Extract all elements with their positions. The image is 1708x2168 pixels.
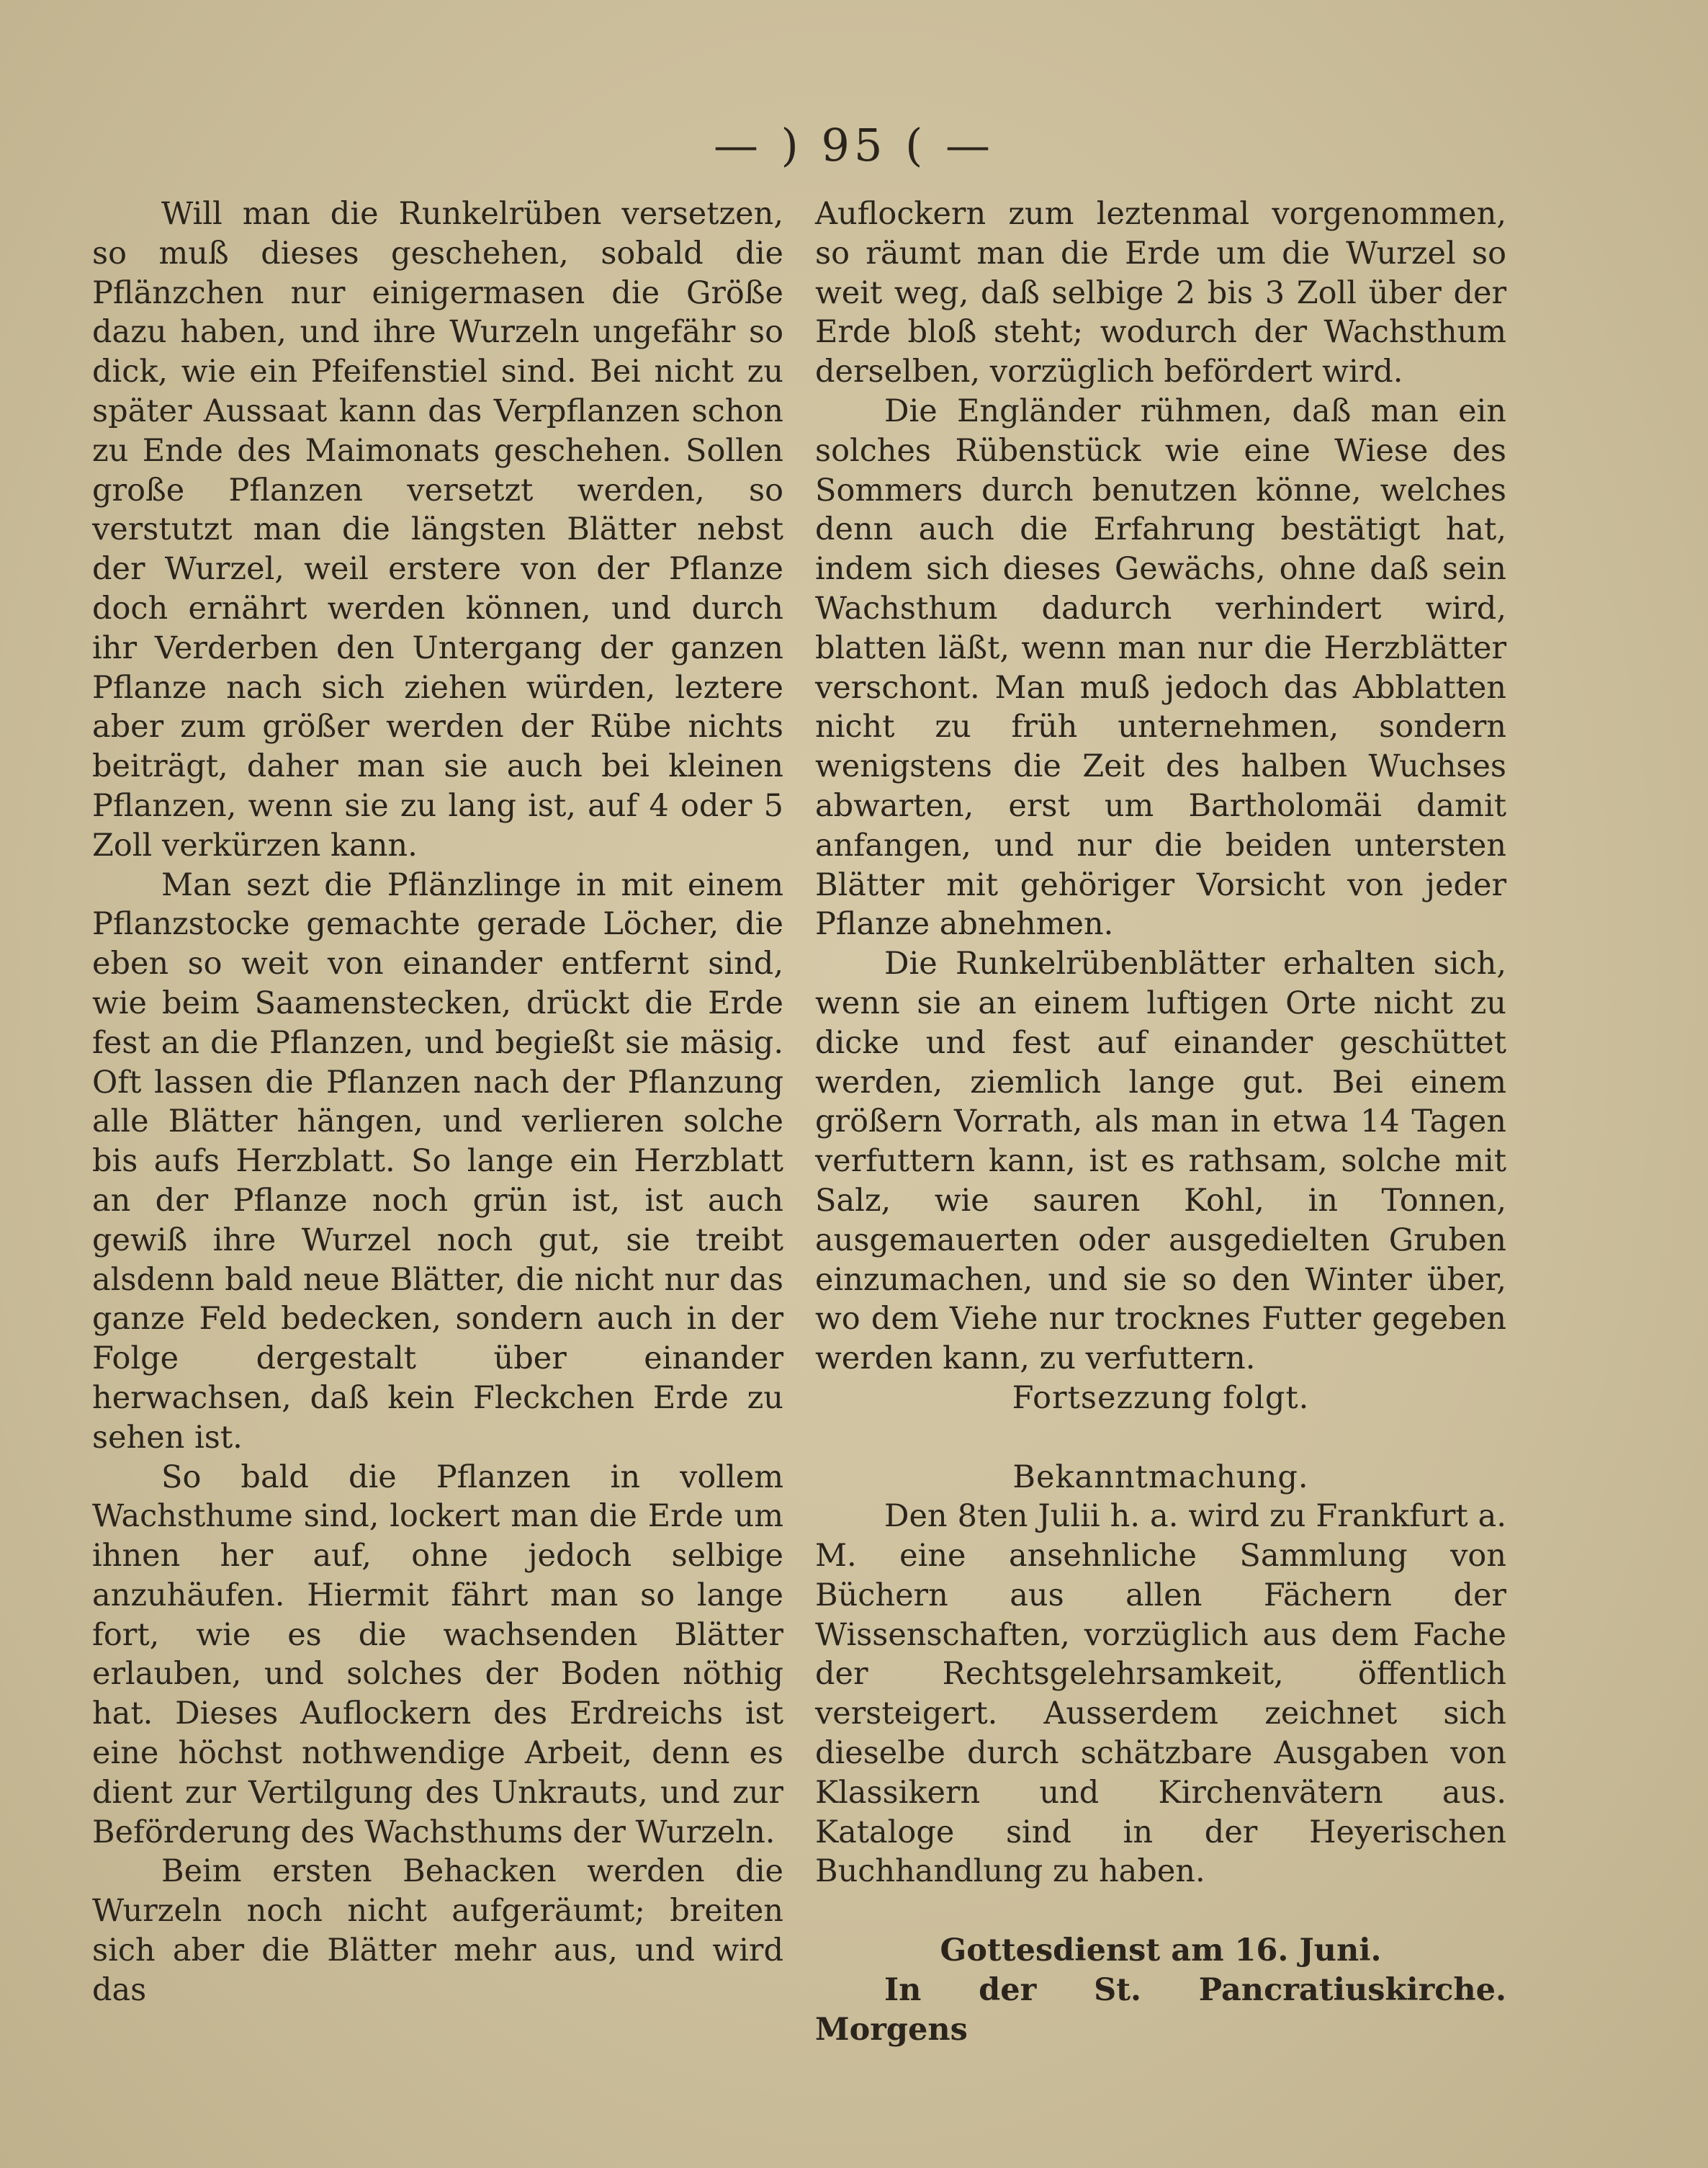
paragraph-english-practice: Die Engländer rühmen, daß man ein solches Rübenstück wie eine Wiese des Sommers durch benutzen könne, welches denn auch die Erfahrung bestätigt hat, indem sich dieses Gewächs, ohne daß sein Wachsthum dadurch verhindert wird, blatten läßt, wenn man nur die Herzblätter verschont. Man muß jedoch das Abblatten nicht zu früh unternehmen, sondern wenigstens die Zeit des halben Wuchses abwarten, erst um Bartholomäi damit anfangen, und nur die beiden untersten Blätter mit gehöriger Vorsicht von jeder Pflanze abnehmen.: [815, 393, 1506, 943]
paragraph-leaf-storage: Die Runkelrübenblätter erhalten sich, wenn sie an einem luftigen Orte nicht zu dicke und fest auf einander geschüttet werden, ziemlich lange gut. Bei einem größern Vorrath, als man in etwa 14 Tagen verfuttern kann, ist es rathsam, solche mit Salz, wie sauren Kohl, in Tonnen, ausgemauerten oder ausgedielten Gruben einzumachen, und sie so den Winter über, wo dem Viehe nur trocknes Futter gegeben werden kann, zu verfuttern.: [815, 946, 1506, 1377]
section-spacer: [815, 1418, 1506, 1458]
service-line: In der St. Pancratiuskirche. Morgens: [815, 1971, 1506, 2048]
section-spacer: [815, 1891, 1506, 1931]
left-column: [92, 194, 783, 2010]
paragraph-planting-holes: Man sezt die Pflänzlinge in mit einem Pflanzstocke gemachte gerade Löcher, die eben so weit von einander entfernt sind, wie beim Saamenstecken, drückt die Erde fest an die Pflanzen, und begießt sie mäsig. Oft lassen die Pflanzen nach der Pflanzung alle Blätter hängen, und verlieren solche bis aufs Herzblatt. So lange ein Herzblatt an der Pflanze noch grün ist, ist auch gewiß ihre Wurzel noch gut, sie treibt alsdenn bald neue Blätter, die nicht nur das ganze Feld bedecken, sondern auch in der Folge dergestalt über einander herwachsen, daß kein Fleckchen Erde zu sehen ist.: [92, 866, 783, 1456]
continuation-note: Fortsezzung folgt.: [1012, 1379, 1310, 1416]
service-heading: Gottesdienst am 16. Juni.: [940, 1932, 1382, 1969]
paragraph-final-loosening: Auflockern zum leztenmal vorgenommen, so räumt man die Erde um die Wurzel so weit weg, daß selbige 2 bis 3 Zoll über der Erde bloß steht; wodurch der Wachsthum derselben, vorzüglich befördert wird.: [815, 196, 1506, 390]
right-column: [815, 194, 1506, 2049]
page-header: — ) 95 ( —: [713, 119, 995, 171]
paragraph-loosening-soil: So bald die Pflanzen in vollem Wachsthume sind, lockert man die Erde um ihnen her auf, ohne jedoch selbige anzuhäufen. Hiermit fährt man so lange fort, wie es die wachsenden Blätter erlauben, und solches der Boden nöthig hat. Dieses Auflockern des Erdreichs ist eine höchst nothwendige Arbeit, denn es dient zur Vertilgung des Unkrauts, und zur Beförderung des Wachsthums der Wurzeln.: [92, 1459, 783, 1850]
paragraph-transplanting: Will man die Runkelrüben versetzen, so muß dieses geschehen, sobald die Pflänzchen nur einigermasen die Größe dazu haben, und ihre Wurzeln ungefähr so dick, wie ein Pfeifenstiel sind. Bei nicht zu später Aussaat kann das Verpflanzen schon zu Ende des Maimonats geschehen. Sollen große Pflanzen versetzt werden, so verstutzt man die längsten Blätter nebst der Wurzel, weil erstere von der Pflanze doch ernährt werden können, und durch ihr Verderben den Untergang der ganzen Pflanze nach sich ziehen würden, leztere aber zum größer werden der Rübe nichts beiträgt, daher man sie auch bei kleinen Pflanzen, wenn sie zu lang ist, auf 4 oder 5 Zoll verkürzen kann.: [92, 196, 783, 864]
paragraph-first-hoeing: Beim ersten Behacken werden die Wurzeln noch nicht aufgeräumt; breiten sich aber die Blätter mehr aus, und wird das: [92, 1853, 783, 2008]
announcement-heading: Bekanntmachung.: [1012, 1459, 1309, 1495]
announcement-text: Den 8ten Julii h. a. wird zu Frankfurt a. M. eine ansehnliche Sammlung von Büchern aus allen Fächern der Wissenschaften, vorzüglich aus dem Fache der Rechtsgelehrsamkeit, öffentlich versteigert. Ausserdem zeichnet sich dieselbe durch schätzbare Ausgaben von Klassikern und Kirchenvätern aus. Kataloge sind in der Heyerischen Buchhandlung zu haben.: [815, 1498, 1506, 1890]
